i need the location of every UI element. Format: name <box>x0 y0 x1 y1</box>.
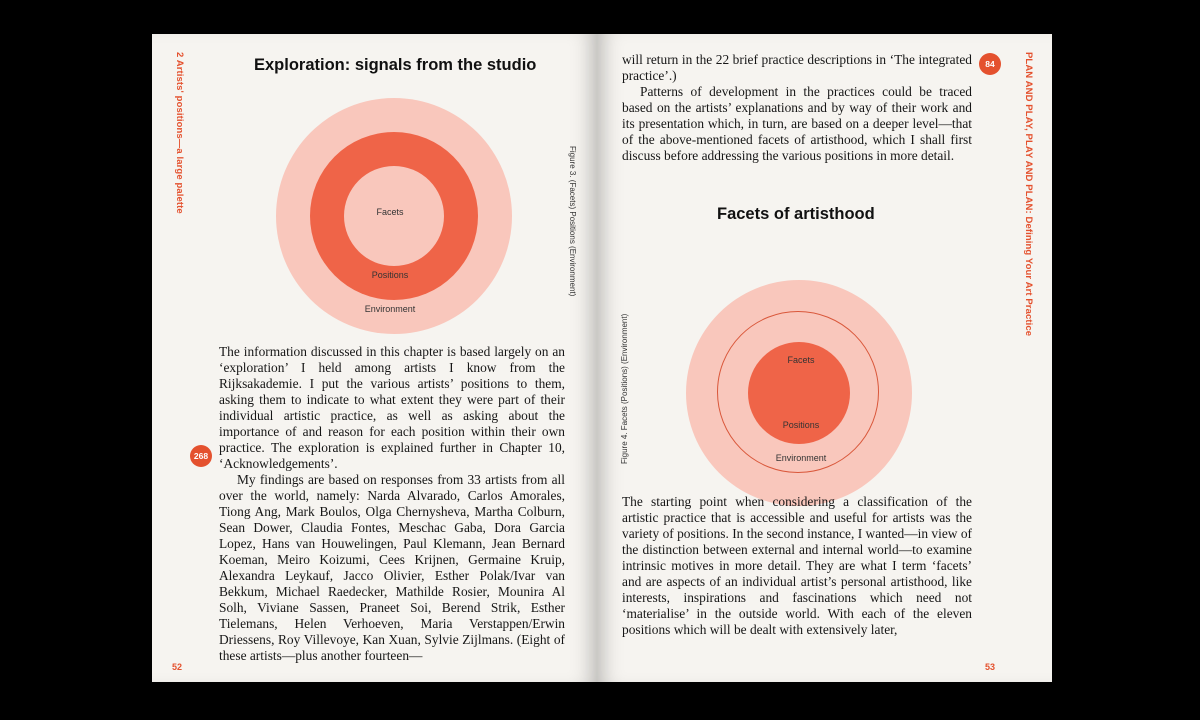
figure-4-environment-label: Environment <box>775 453 827 463</box>
figure-3-positions-label: Positions <box>371 270 409 280</box>
figure-4-facets-label: Facets <box>787 355 815 365</box>
figure-3-environment-label: Environment <box>364 304 416 314</box>
right-bottom-body-text <box>622 494 972 638</box>
right-page <box>597 34 1052 682</box>
left-section-heading: Exploration: signals from the studio <box>254 56 537 74</box>
right-paragraph-3: The starting point when considering a classification of the artistic practice that is accessible and useful for artists was the variety of positions. In the second instance, I wanted—in view of the distinction between external and internal world—to examine intrinsic motives in more detail. They are what I term ‘facets’ and are aspects of an individual artist’s personal artisthood, like interests, inspirations and fascinations which need not ‘materialise’ in the outside world. With each of the eleven positions which will be dealt with extensively later, <box>622 494 972 637</box>
left-ref-marker: 268 <box>190 445 212 467</box>
figure-4-caption: Figure 4. Facets (Positions) (Environment) <box>620 313 629 464</box>
left-paragraph-1: The information discussed in this chapter is based largely on an ‘exploration’ I held among artists I know from the Rijksakademie. I put the various artists’ positions to them, asking them to indicate to what extent they were part of their individual artistic practice, as well as asking about the importance of and reason for each position within their own practice. The exploration is explained further in Chapter 10, ‘Acknowledgements’. <box>219 344 565 471</box>
left-page-number: 52 <box>172 662 183 672</box>
right-paragraph-1: will return in the 22 brief practice descriptions in ‘The integrated practice’.) <box>622 52 972 83</box>
figure-3-caption: Figure 3. (Facets) Positions (Environment) <box>568 146 577 297</box>
right-running-head: PLAN AND PLAY, PLAY AND PLAN: Defining Your Art Practice <box>1023 52 1034 337</box>
figure-3-facets-label: Facets <box>376 207 404 217</box>
left-running-head: 2 Artists' positions—a large palette <box>174 52 185 214</box>
right-top-body-text <box>622 52 972 164</box>
right-paragraph-2: Patterns of development in the practices could be traced based on the artists’ explanations and by way of their work and its presentation which, in turn, are based on a deeper level—that of the above-mentioned facets of artisthood, which I shall first discuss before addressing the various positions in more detail. <box>622 84 972 163</box>
right-page-number: 53 <box>985 662 996 672</box>
figure-4-positions-label: Positions <box>782 420 820 430</box>
right-section-heading: Facets of artisthood <box>717 205 875 223</box>
left-paragraph-2: My findings are based on responses from 33 artists from all over the world, namely: Narda Alvarado, Carlos Amorales, Tiong Ang, Mark Boulos, Olga Chernysheva, Martha Colburn, Sean Dower, Claudia Fontes, Meschac Gaba, Dora Garcia Lopez, Hans van Houwelingen, Paul Klemann, Jean Bernard Koeman, Meiro Koizumi, Cees Krijnen, Germaine Kruip, Alexandra Leykauf, Jacco Olivier, Esther Polak/Ivar van Bekkum, Michael Raedecker, Mathilde Rosier, Mounira Al Solh, Viviane Sassen, Praneet Soi, Berend Strik, Esther Tielemans, Helen Verhoeven, Maria Verstappen/Erwin Driessens, Roy Villevoye, Kan Xuan, Sylvie Zijlmans. (Eight of these artists—plus another fourteen— <box>219 472 565 663</box>
left-page <box>152 34 597 682</box>
right-ref-marker: 84 <box>979 53 1001 75</box>
figure-4-diagram <box>686 280 912 506</box>
left-body-text <box>219 344 565 664</box>
